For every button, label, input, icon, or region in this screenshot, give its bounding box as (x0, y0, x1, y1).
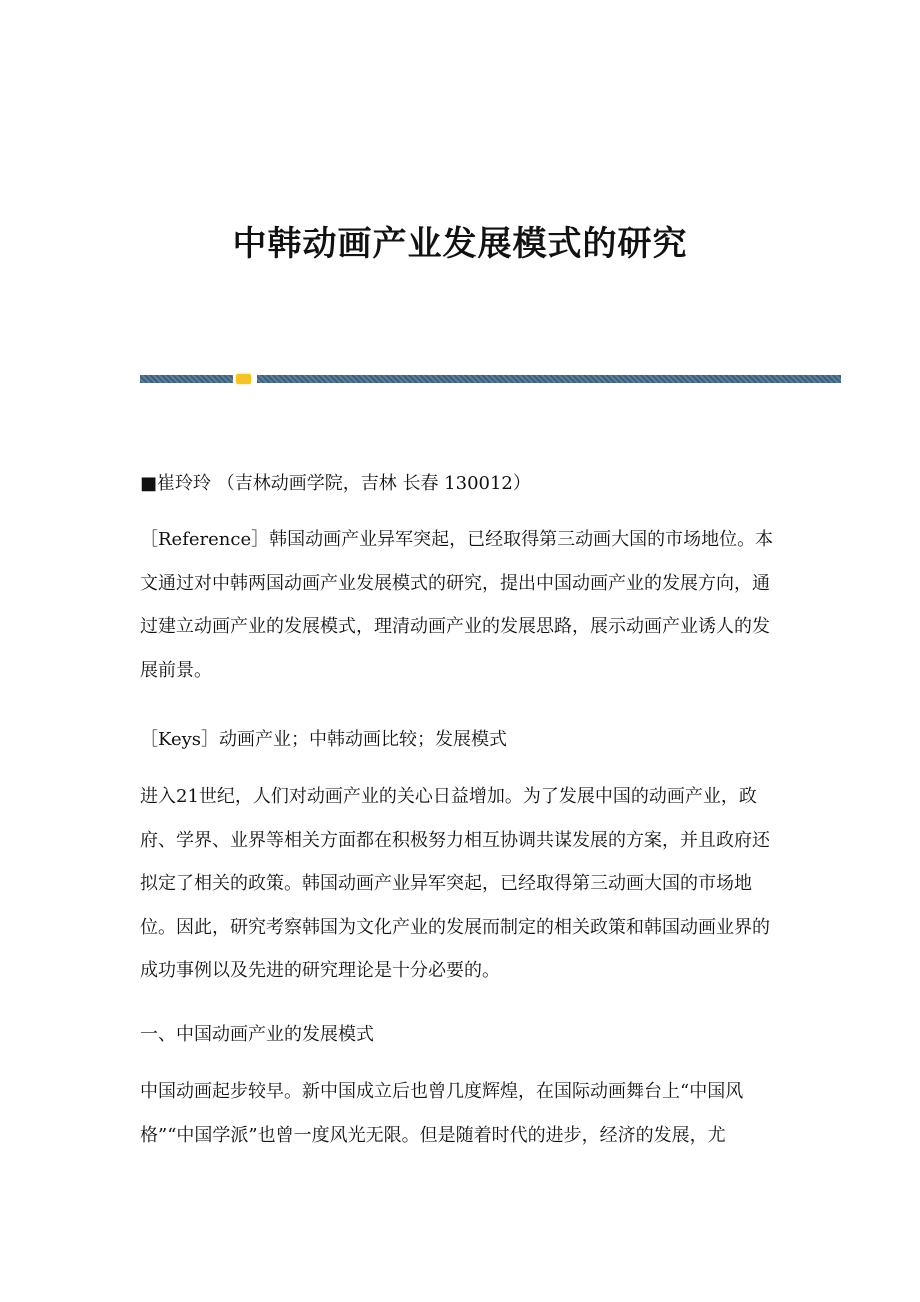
keywords: ［Keys］动画产业；中韩动画比较；发展模式 (140, 729, 508, 750)
intro-paragraph: 进入21世纪，人们对动画产业的关心日益增加。为了发展中国的动画产业，政府、学界、业界等相关方面都在积极努力相互协调共谋发展的方案，并且政府还拟定了相关的政策。韩国动画产业异军突起，已经取得第三动画大国的市场地位。因此，研究考察韩国为文化产业的发展而制定的相关政策和韩国动画业界的成功事例以及先进的研究理论是十分必要的。 (140, 786, 770, 981)
author-line: ■崔玲玲 （吉林动画学院，吉林 长春 130012） (140, 473, 531, 494)
section-heading: 一、中国动画产业的发展模式 (140, 1024, 374, 1045)
divider-left (140, 375, 233, 383)
abstract: ［Reference］韩国动画产业异军突起，已经取得第三动画大国的市场地位。本文通过对中韩两国动画产业发展模式的研究，提出中国动画产业的发展方向，通过建立动画产业的发展模式，理清动画产业的发展思路，展示动画产业诱人的发展前景。 (140, 529, 774, 681)
divider-right (257, 375, 841, 383)
envelope-icon (236, 374, 251, 384)
document-title: 中韩动画产业发展模式的研究 (232, 224, 688, 264)
section-body: 中国动画起步较早。新中国成立后也曾几度辉煌，在国际动画舞台上“中国风格”“中国学派”也曾一度风光无限。但是随着时代的进步，经济的发展，尤 (140, 1081, 744, 1146)
